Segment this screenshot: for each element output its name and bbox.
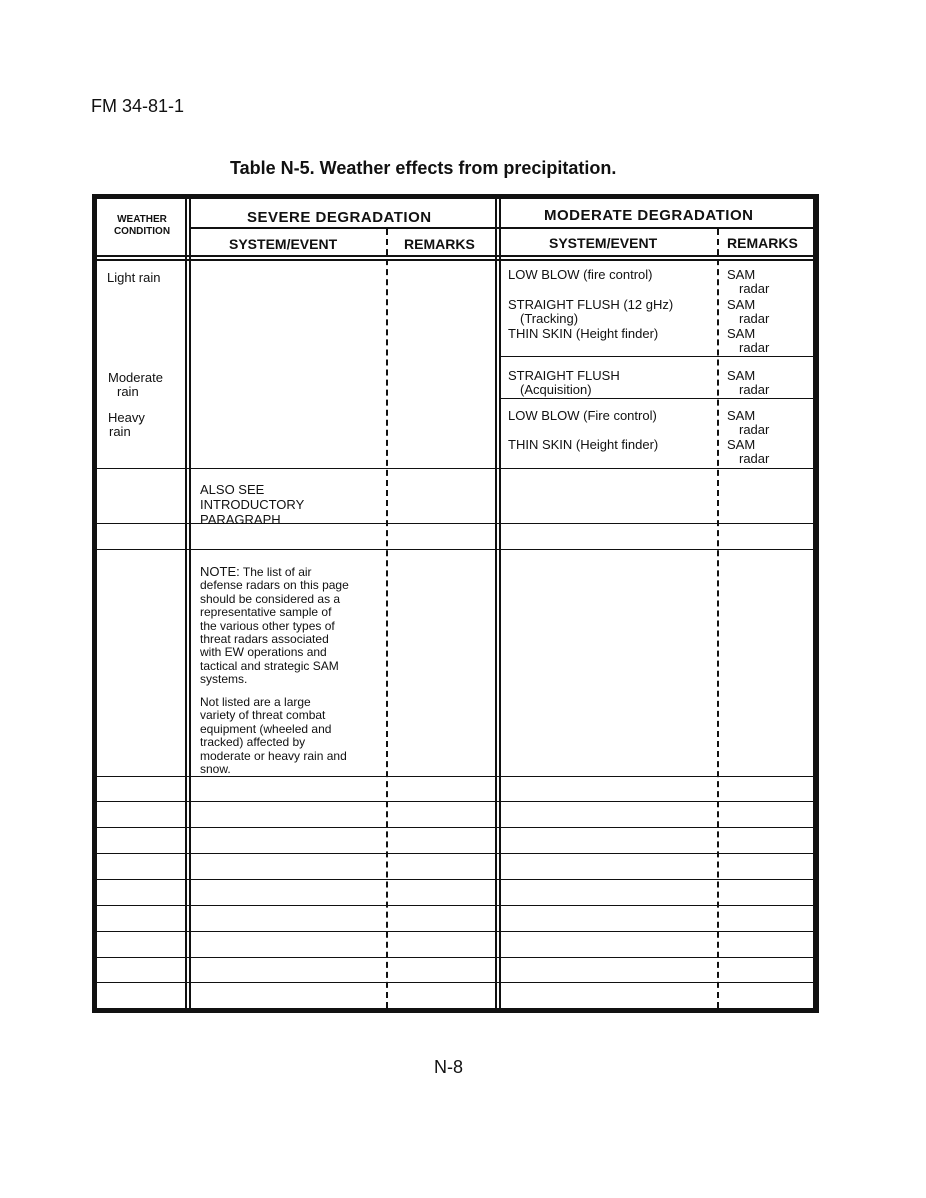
document-id: FM 34-81-1 bbox=[91, 96, 185, 116]
moderate-remarks-header: REMARKS bbox=[727, 235, 798, 251]
condition-moderate-rain: Moderate rain bbox=[108, 370, 163, 399]
table-row-remarks: SAM radar bbox=[727, 408, 770, 437]
condition-light-rain: Light rain bbox=[107, 270, 161, 285]
table-row-remarks: SAM radar bbox=[727, 267, 770, 296]
table-row-remarks: SAM radar bbox=[727, 326, 770, 355]
weather-condition-header: WEATHER CONDITION bbox=[113, 214, 171, 237]
severe-system-event-header: SYSTEM/EVENT bbox=[229, 236, 338, 252]
moderate-system-event-header: SYSTEM/EVENT bbox=[549, 235, 658, 251]
severe-degradation-header: SEVERE DEGRADATION bbox=[247, 209, 432, 226]
table-row: LOW BLOW (Fire control) bbox=[508, 408, 657, 423]
severe-remarks-header: REMARKS bbox=[404, 236, 475, 252]
page-number: N-8 bbox=[434, 1057, 464, 1077]
table-row-remarks: SAM radar bbox=[727, 297, 770, 326]
table-row: THIN SKIN (Height finder) bbox=[508, 326, 659, 341]
table-row-remarks: SAM radar bbox=[727, 368, 770, 397]
note-paragraph-1: NOTE: The list of air defense radars on this page should be considered as a representative sample of the various other types of threat radars associated with EW operations and tactical and strategic SAM systems. bbox=[200, 564, 349, 687]
moderate-degradation-header: MODERATE DEGRADATION bbox=[544, 207, 754, 224]
table-row: STRAIGHT FLUSH (Acquisition) bbox=[508, 368, 620, 397]
table-row-remarks: SAM radar bbox=[727, 437, 770, 466]
table-row: LOW BLOW (fire control) bbox=[508, 267, 653, 282]
table-title: Table N-5. Weather effects from precipitation. bbox=[230, 158, 617, 178]
table-row: THIN SKIN (Height finder) bbox=[508, 437, 659, 452]
table-row: STRAIGHT FLUSH (12 gHz) (Tracking) bbox=[508, 297, 674, 326]
also-see-note: ALSO SEE INTRODUCTORY PARAGRAPH bbox=[200, 482, 305, 527]
note-paragraph-2: Not listed are a large variety of threat combat equipment (wheeled and tracked) affected by moderate or heavy rain and snow. bbox=[200, 695, 347, 777]
condition-heavy-rain: Heavy rain bbox=[108, 410, 145, 439]
